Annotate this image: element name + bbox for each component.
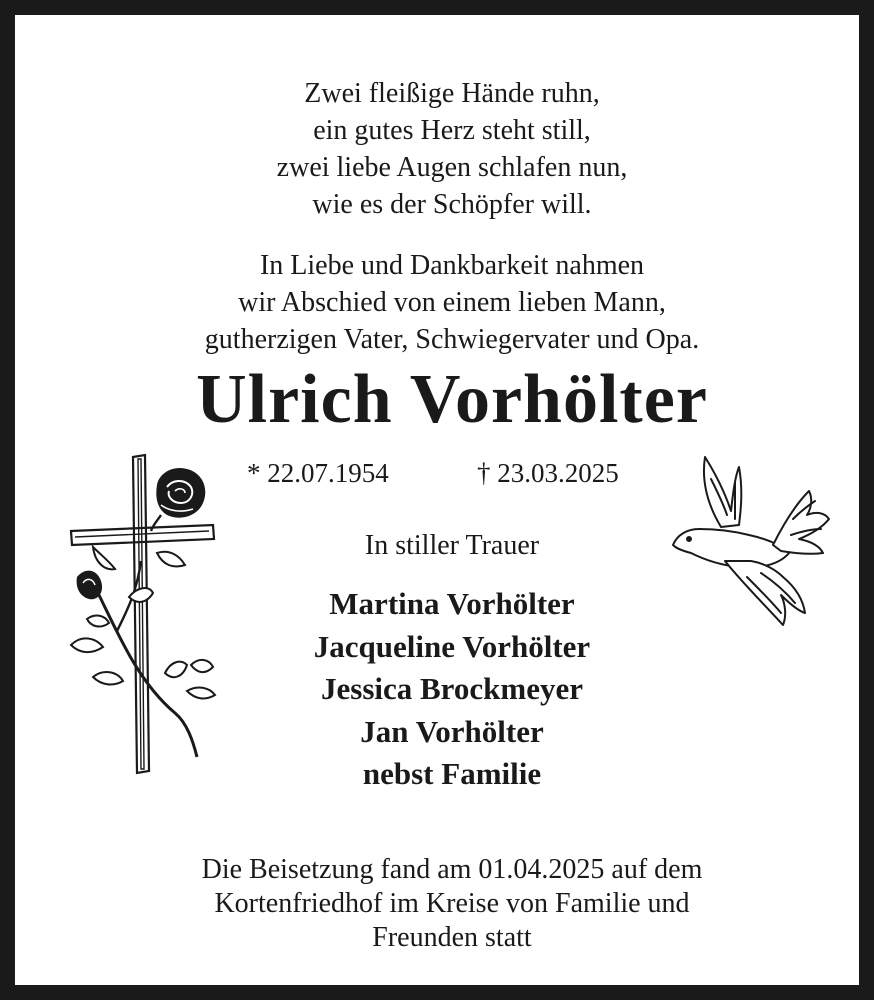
funeral-line: Kortenfriedhof im Kreise von Familie und bbox=[214, 888, 690, 919]
mourner-name: Jan Vorhölter bbox=[360, 713, 544, 749]
mourning-heading: In stiller Trauer bbox=[364, 530, 540, 561]
mourner-name: Martina Vorhölter bbox=[329, 586, 575, 621]
intro-line: gutherzigen Vater, Schwiegervater und Opa. bbox=[204, 324, 700, 355]
poem-line: wie es der Schöpfer will. bbox=[312, 189, 592, 220]
poem-line: Zwei fleißige Hände ruhn, bbox=[304, 78, 600, 109]
funeral-info bbox=[15, 853, 874, 955]
mourner-name: Jessica Brockmeyer bbox=[321, 671, 583, 706]
mourner-name: nebst Familie bbox=[362, 756, 542, 791]
poem-line: zwei liebe Augen schlafen nun, bbox=[276, 152, 628, 183]
intro-line: In Liebe und Dankbarkeit nahmen bbox=[259, 250, 645, 281]
deceased-name: Ulrich Vorhölter bbox=[196, 361, 708, 438]
dove-icon bbox=[663, 449, 831, 639]
intro-text bbox=[15, 247, 874, 358]
mourner-name: Jacqueline Vorhölter bbox=[313, 628, 591, 664]
funeral-line: Freunden statt bbox=[372, 922, 532, 953]
poem bbox=[15, 75, 874, 223]
birth-date: * 22.07.1954 bbox=[247, 458, 389, 488]
death-date: † 23.03.2025 bbox=[477, 458, 619, 488]
poem-line: ein gutes Herz steht still, bbox=[313, 115, 591, 146]
intro-line: wir Abschied von einem lieben Mann, bbox=[238, 287, 666, 318]
cross-with-rose-icon bbox=[57, 451, 227, 781]
funeral-line: Die Beisetzung fand am 01.04.2025 auf dem bbox=[201, 854, 703, 885]
